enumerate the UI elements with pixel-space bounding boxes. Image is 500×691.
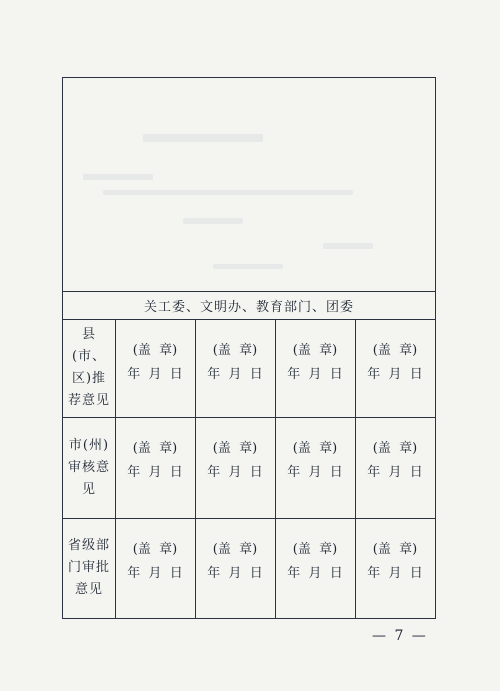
date-placeholder: 年 月 日 xyxy=(207,367,263,382)
date-placeholder: 年 月 日 xyxy=(127,566,183,581)
signature-cell xyxy=(115,518,196,618)
seal-placeholder: (盖 章) xyxy=(212,542,258,557)
signature-cell xyxy=(355,417,435,518)
date-placeholder: 年 月 日 xyxy=(287,367,343,382)
seal-placeholder: (盖 章) xyxy=(292,343,338,358)
signature-cell xyxy=(275,319,356,417)
date-placeholder: 年 月 日 xyxy=(287,465,343,480)
signature-cell xyxy=(195,319,276,417)
county-opinion-row xyxy=(63,319,435,418)
date-placeholder: 年 月 日 xyxy=(207,566,263,581)
group-header: 关工委、文明办、教育部门、团委 xyxy=(63,291,435,320)
date-placeholder: 年 月 日 xyxy=(207,465,263,480)
date-placeholder: 年 月 日 xyxy=(367,566,423,581)
row-label: 市(州)审核意见 xyxy=(68,437,111,497)
signature-cell xyxy=(355,319,435,417)
signature-cell xyxy=(195,518,276,618)
signature-cell xyxy=(275,417,356,518)
city-opinion-row xyxy=(63,417,435,519)
seal-placeholder: (盖 章) xyxy=(292,441,338,456)
row-label: 县(市、区)推荐意见 xyxy=(68,327,111,408)
signature-cell xyxy=(275,518,356,618)
signature-cell xyxy=(115,417,196,518)
signature-cell xyxy=(195,417,276,518)
signature-cell xyxy=(115,319,196,417)
seal-placeholder: (盖 章) xyxy=(372,441,418,456)
seal-placeholder: (盖 章) xyxy=(292,542,338,557)
date-placeholder: 年 月 日 xyxy=(367,367,423,382)
row-label: 省级部门审批意见 xyxy=(68,538,111,597)
date-placeholder: 年 月 日 xyxy=(287,566,343,581)
seal-placeholder: (盖 章) xyxy=(372,542,418,557)
province-opinion-row xyxy=(63,518,435,618)
date-placeholder: 年 月 日 xyxy=(127,465,183,480)
seal-placeholder: (盖 章) xyxy=(212,343,258,358)
seal-placeholder: (盖 章) xyxy=(132,542,178,557)
date-placeholder: 年 月 日 xyxy=(367,465,423,480)
page-number: — 7 — xyxy=(372,628,428,644)
seal-placeholder: (盖 章) xyxy=(372,343,418,358)
faded-previous-section xyxy=(63,78,435,292)
seal-placeholder: (盖 章) xyxy=(212,441,258,456)
signature-cell xyxy=(355,518,435,618)
approval-form xyxy=(62,77,436,619)
seal-placeholder: (盖 章) xyxy=(132,441,178,456)
date-placeholder: 年 月 日 xyxy=(127,367,183,382)
seal-placeholder: (盖 章) xyxy=(132,343,178,358)
